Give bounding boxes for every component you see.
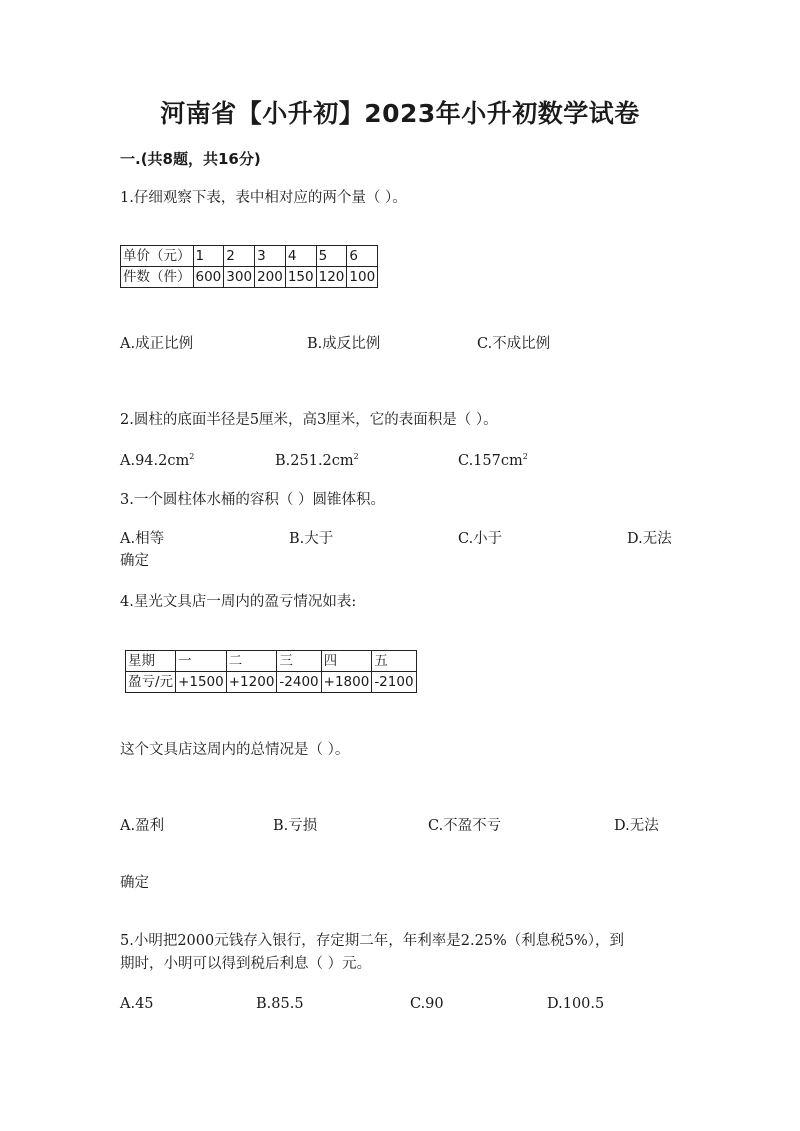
question-2-stem: 2.圆柱的底面半径是5厘米，高3厘米，它的表面积是（ ）。 <box>120 412 498 428</box>
table-cell: 二 <box>226 651 277 672</box>
table-cell: -2100 <box>372 672 416 693</box>
option-a: A.盈利 <box>120 818 165 834</box>
table-cell: 4 <box>285 246 316 267</box>
table-cell: 100 <box>347 267 378 288</box>
option-a: A.45 <box>120 996 154 1012</box>
table-cell: 三 <box>277 651 321 672</box>
option-d-wrap: 确定 <box>120 875 149 891</box>
option-c: C.90 <box>410 996 444 1012</box>
superscript: 2 <box>522 452 528 462</box>
section-heading: 一.(共8题，共16分) <box>120 150 261 168</box>
table-row <box>121 267 378 288</box>
option-b: B.成反比例 <box>307 336 381 352</box>
table-cell: 600 <box>193 267 224 288</box>
question-5-stem-line2: 期时，小明可以得到税后利息（ ）元。 <box>120 956 372 972</box>
table-row <box>121 246 378 267</box>
option-d-wrap: 确定 <box>120 553 149 569</box>
option-c: C.不成比例 <box>477 336 551 352</box>
table-cell: +1200 <box>226 672 277 693</box>
table-cell: -2400 <box>277 672 321 693</box>
table-cell: 星期 <box>126 651 176 672</box>
table-cell: 120 <box>316 267 347 288</box>
option-b: B.大于 <box>289 531 334 547</box>
question-4-followup: 这个文具店这周内的总情况是（ ）。 <box>120 742 350 758</box>
question-3-stem: 3.一个圆柱体水桶的容积（ ）圆锥体积。 <box>120 492 385 508</box>
option-c: C.小于 <box>458 531 503 547</box>
option-b: B.亏损 <box>273 818 318 834</box>
table-cell: 200 <box>255 267 286 288</box>
table-row <box>126 651 417 672</box>
page-title: 河南省【小升初】2023年小升初数学试卷 <box>160 99 640 128</box>
superscript: 2 <box>189 452 195 462</box>
option-d: D.100.5 <box>547 996 605 1012</box>
table-cell: 6 <box>347 246 378 267</box>
option-d: D.无法 <box>627 531 672 547</box>
table-cell: 盈亏/元 <box>126 672 176 693</box>
option-b: B.85.5 <box>256 996 304 1012</box>
option-b <box>275 450 359 472</box>
table-row <box>126 672 417 693</box>
table-cell: 3 <box>255 246 286 267</box>
option-text: B.251.2cm <box>275 453 354 469</box>
table-cell: +1800 <box>321 672 372 693</box>
table-cell: 1 <box>193 246 224 267</box>
table-cell: 一 <box>176 651 227 672</box>
option-c <box>458 450 528 472</box>
option-a: A.相等 <box>120 531 165 547</box>
question-1-stem: 1.仔细观察下表，表中相对应的两个量（ ）。 <box>120 190 407 206</box>
option-a <box>120 450 194 472</box>
table-cell: 四 <box>321 651 372 672</box>
option-text: A.94.2cm <box>120 453 190 469</box>
option-a: A.成正比例 <box>120 336 194 352</box>
table-cell: 150 <box>285 267 316 288</box>
option-d: D.无法 <box>614 818 659 834</box>
question-1-table <box>120 245 378 288</box>
table-cell: +1500 <box>176 672 227 693</box>
table-cell: 5 <box>316 246 347 267</box>
table-cell: 300 <box>224 267 255 288</box>
question-4-table <box>125 650 417 693</box>
table-cell: 件数（件） <box>121 267 194 288</box>
option-text: C.157cm <box>458 453 523 469</box>
option-c: C.不盈不亏 <box>428 818 502 834</box>
question-5-stem-line1: 5.小明把2000元钱存入银行，存定期二年，年利率是2.25%（利息税5%），到 <box>120 933 625 949</box>
superscript: 2 <box>353 452 359 462</box>
table-cell: 五 <box>372 651 416 672</box>
table-cell: 2 <box>224 246 255 267</box>
table-cell: 单价（元） <box>121 246 194 267</box>
question-4-stem: 4.星光文具店一周内的盈亏情况如表: <box>120 594 357 610</box>
